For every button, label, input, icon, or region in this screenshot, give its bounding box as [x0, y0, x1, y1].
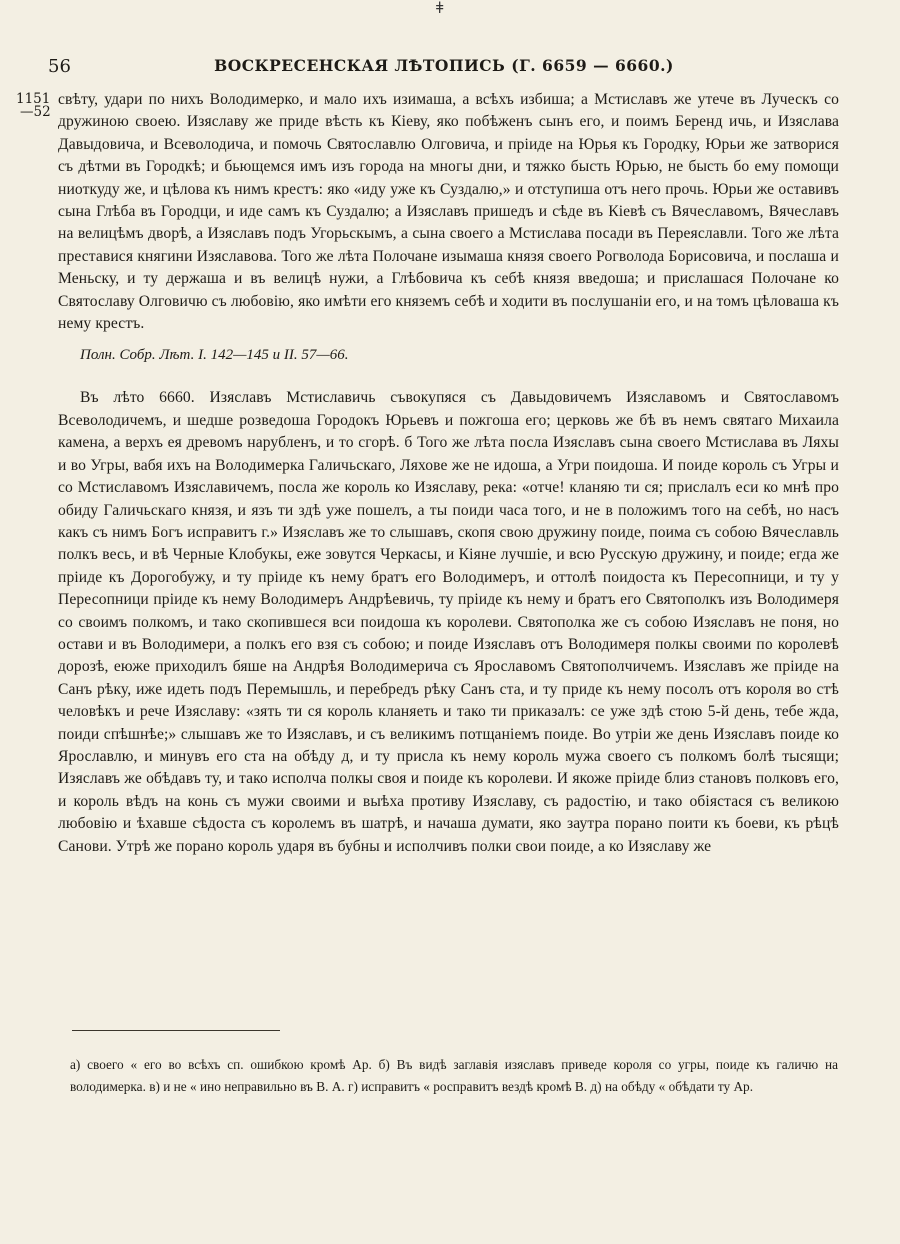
paragraph-1: свѣту, удари по нихъ Володимерко, и мало ихъ изимаша, а всѣхъ избиша; а Мстиславъ же утече въ Луческъ со дружиною своею. Изяславу же приде вѣсть къ Кіеву, яко побѣженъ сынъ его, и поимъ Беренд ичь, и Изяслава Давыдовича, и Всеволодича, и помочь Святославлю Олговича, и пріиде на Юрья къ Городку, Юрьи же затворися съ дѣтми въ Городкѣ; и бьющемся имъ изъ города на многы дни, и тяжко бысть Юрью, не бысть бо ему помощи ниоткуду же, и цѣлова къ нимъ крестъ: яко «иду уже къ Суздалю,» и отступиша отъ него прочь. Юрьи же оставивъ сына Глѣба въ Городци, и иде самъ къ Суздалю; а Изяславъ пришедъ и сѣде въ Кіевѣ съ Вячеславомъ, Вячеславъ на велицѣмъ дворѣ, а Изяславъ подъ Угорьскымъ, а сына своего а Мстислава посади въ Переяславли. Того же лѣта преставися княгини Изяславова. Того же лѣта Полочане изымаша князя своего Рогволода Борисовича, и послаша и Меньску, и ту держаша и въ велицѣ нужи, а Глѣбовича къ себѣ князя введоша; и прислашася Полочане ко Святославу Олговичю съ любовію, яко имѣти его княземъ себѣ и ходити въ послушаніи его, и на томъ цѣловаша къ нему крестъ. [58, 91, 839, 333]
top-mark: ǂ [436, 0, 444, 17]
footnotes [70, 1054, 838, 1097]
paragraph-2: Въ лѣто 6660. Изяславъ Мстиславичь съвокупяся съ Давыдовичемъ Изяславомъ и Святославомъ Всеволодичемъ, и шедше розведоша Городокъ Юрьевъ и пожгоша его; церковь же бѣ въ немъ святаго Михаила камена, а верхъ ея древомъ нарубленъ, и то сгорѣ. б Того же лѣта посла Изяславъ сына своего Мстислава въ Ляхы и во Угры, вабя ихъ на Володимерка Галичьскаго, Ляхове же не идоша, а Угри поидоша. И поиде король съ Угры и со Мстиславомъ Изяславичемъ, посла же король ко Изяславу, река: «отче! кланяю ти ся; прислалъ еси ко мнѣ про обиду Галичьскаго князя, и язъ ти здѣ уже пошелъ, а ты поиди часа того, и не в положимъ того на себѣ, но насъ какъ съ нимъ Богъ исправитъ г.» Изяславъ же то слышавъ, скопя свою дружину поиде, поима съ собою Вячеславль полкъ весь, и вѣ Черные Клобукы, еже зовутся Черкасы, и Кіяне лучшіе, и всю Русскую дружину, и поиде; егда же пріиде къ Дорогобужу, и ту пріиде къ нему братъ его Володимеръ, и оттолѣ поидоста къ Пересопници, и ту у Пересопници пріиде къ нему Володимеръ Андрѣевичь, ту пріиде къ нему и братъ его Святополкъ изъ Володимеря со своимъ полкомъ, и тако скопившеся вси поидоша къ королеви. Святополка же съ собою Изяславъ не поня, но остави и въ Володимери, а полкъ его взя съ собою; и поиде Изяславъ отъ Володимеря полкы своими по королевѣ дорозѣ, еюже приходилъ бяше на Андрѣя Володимерича съ Ярославомъ Святополчичемъ. Изяславъ же пріиде на Санъ рѣку, иже идеть подъ Перемышль, и перебредъ рѣку Санъ ста, и ту приде къ нему посолъ отъ короля во стѣ человѣкъ и рече Изяславу: «зять ти ся король кланяеть и тако ти приказалъ: се уже здѣ стою 5-й день, тебе жда, поиди спѣшнѣе;» слышавъ же то Изяславъ, и съ великимъ потщаніемъ поиде. Во утріи же день Изяславъ поиде ко Ярославлю, и минувъ его ста на обѣду д, и ту присла къ нему король мужа своего съ полкомъ болѣ тысящи; Изяславъ же обѣдавъ ту, и тако исполча полкы своя и поиде къ королеви. И якоже пріиде близ становъ полковъ его, и король вѣдъ на конь съ мужи своими и выѣха противу Изяславу, съ радостію, и тако обіястася съ великою любовію и ѣхавше сѣдоста съ королемъ въ шатрѣ, и начаша думати, яко заутра порано поити къ боеви, къ рѣцѣ Санови. Утрѣ же порано король ударя въ бубны и исполчивъ полки свои поиде, а ко Изяславу же [58, 389, 839, 855]
source-reference: Полн. Собр. Лѣт. I. 142—145 и II. 57—66. [80, 347, 349, 364]
margin-year-line-1: 1151 [16, 91, 51, 107]
page-number: 56 [48, 56, 71, 77]
margin-year-line-2: —52 [20, 104, 51, 120]
footnote-divider [72, 1030, 280, 1031]
margin-year-note [16, 93, 56, 119]
main-text [58, 89, 839, 858]
running-title: ВОСКРЕСЕНСКАЯ ЛѢТОПИСЬ (Г. 6659 — 6660.) [214, 56, 674, 75]
page-header [48, 56, 840, 80]
footnotes-text: а) своего « его во всѣхъ сп. ошибкою кромѣ Ар. б) Въ видѣ заглавія изяславъ приведе короля со угры, поиде къ галичю на володимерка. в) и не « ино неправильно въ В. А. г) исправитъ « росправитъ вездѣ кромѣ В. д) на обѣду « обѣдати ту Ар. [70, 1057, 838, 1094]
